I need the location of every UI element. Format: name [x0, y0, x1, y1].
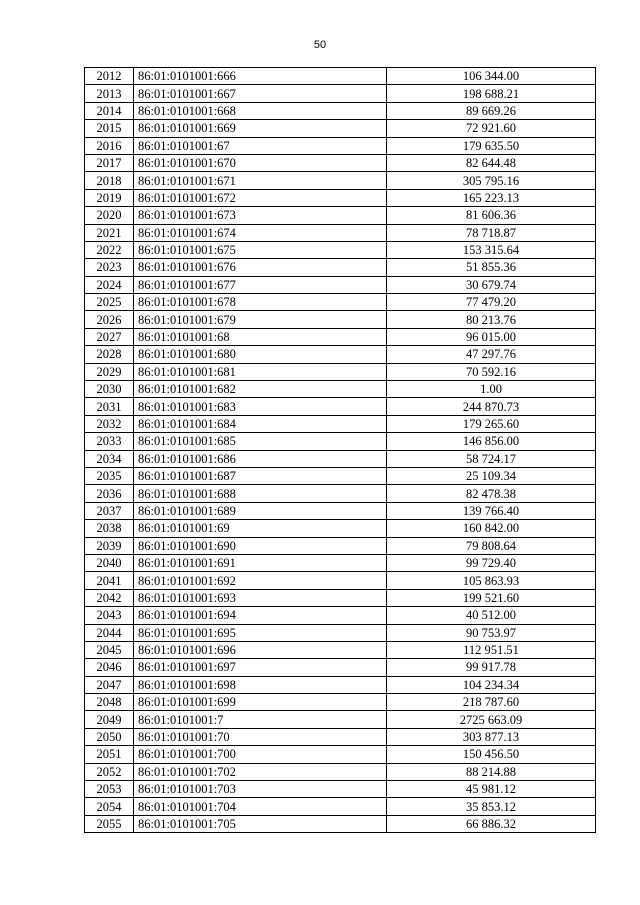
cadastral-number-cell: 86:01:0101001:693 [134, 589, 387, 606]
row-number-cell: 2012 [85, 68, 134, 85]
cadastral-value-cell: 160 842.00 [387, 520, 596, 537]
row-number-cell: 2040 [85, 554, 134, 571]
cadastral-number-cell: 86:01:0101001:7 [134, 711, 387, 728]
row-number-cell: 2030 [85, 381, 134, 398]
table-row [85, 346, 596, 363]
cadastral-number-cell: 86:01:0101001:675 [134, 241, 387, 258]
cadastral-value-cell: 47 297.76 [387, 346, 596, 363]
row-number-cell: 2025 [85, 294, 134, 311]
cadastral-value-cell: 199 521.60 [387, 589, 596, 606]
cadastral-value-cell: 66 886.32 [387, 815, 596, 832]
cadastral-number-cell: 86:01:0101001:697 [134, 659, 387, 676]
cadastral-number-cell: 86:01:0101001:671 [134, 172, 387, 189]
row-number-cell: 2049 [85, 711, 134, 728]
cadastral-value-cell: 198 688.21 [387, 85, 596, 102]
table-row [85, 328, 596, 345]
cadastral-value-cell: 303 877.13 [387, 728, 596, 745]
table-row [85, 641, 596, 658]
row-number-cell: 2043 [85, 607, 134, 624]
cadastral-value-cell: 89 669.26 [387, 102, 596, 119]
cadastral-value-cell: 96 015.00 [387, 328, 596, 345]
cadastral-value-cell: 72 921.60 [387, 120, 596, 137]
row-number-cell: 2014 [85, 102, 134, 119]
cadastral-number-cell: 86:01:0101001:666 [134, 68, 387, 85]
row-number-cell: 2052 [85, 763, 134, 780]
row-number-cell: 2051 [85, 746, 134, 763]
cadastral-value-cell: 90 753.97 [387, 624, 596, 641]
cadastral-value-cell: 82 478.38 [387, 485, 596, 502]
cadastral-value-cell: 150 456.50 [387, 746, 596, 763]
cadastral-number-cell: 86:01:0101001:668 [134, 102, 387, 119]
cadastral-number-cell: 86:01:0101001:680 [134, 346, 387, 363]
cadastral-number-cell: 86:01:0101001:667 [134, 85, 387, 102]
cadastral-value-table [84, 67, 596, 833]
cadastral-number-cell: 86:01:0101001:670 [134, 154, 387, 171]
cadastral-value-cell: 25 109.34 [387, 467, 596, 484]
table-row [85, 398, 596, 415]
cadastral-number-cell: 86:01:0101001:704 [134, 798, 387, 815]
row-number-cell: 2026 [85, 311, 134, 328]
cadastral-number-cell: 86:01:0101001:676 [134, 259, 387, 276]
cadastral-number-cell: 86:01:0101001:688 [134, 485, 387, 502]
cadastral-value-cell: 165 223.13 [387, 189, 596, 206]
row-number-cell: 2019 [85, 189, 134, 206]
cadastral-number-cell: 86:01:0101001:679 [134, 311, 387, 328]
cadastral-number-cell: 86:01:0101001:682 [134, 381, 387, 398]
cadastral-number-cell: 86:01:0101001:684 [134, 415, 387, 432]
table-row [85, 502, 596, 519]
cadastral-number-cell: 86:01:0101001:683 [134, 398, 387, 415]
cadastral-number-cell: 86:01:0101001:677 [134, 276, 387, 293]
row-number-cell: 2047 [85, 676, 134, 693]
row-number-cell: 2032 [85, 415, 134, 432]
cadastral-number-cell: 86:01:0101001:703 [134, 781, 387, 798]
cadastral-value-cell: 112 951.51 [387, 641, 596, 658]
cadastral-number-cell: 86:01:0101001:705 [134, 815, 387, 832]
table-row [85, 120, 596, 137]
cadastral-number-cell: 86:01:0101001:687 [134, 467, 387, 484]
cadastral-number-cell: 86:01:0101001:672 [134, 189, 387, 206]
cadastral-value-cell: 105 863.93 [387, 572, 596, 589]
row-number-cell: 2048 [85, 694, 134, 711]
cadastral-value-cell: 146 856.00 [387, 433, 596, 450]
cadastral-value-cell: 35 853.12 [387, 798, 596, 815]
table-row [85, 85, 596, 102]
table-row [85, 694, 596, 711]
row-number-cell: 2054 [85, 798, 134, 815]
table-row [85, 450, 596, 467]
cadastral-value-cell: 244 870.73 [387, 398, 596, 415]
row-number-cell: 2034 [85, 450, 134, 467]
cadastral-number-cell: 86:01:0101001:678 [134, 294, 387, 311]
cadastral-value-cell: 78 718.87 [387, 224, 596, 241]
cadastral-number-cell: 86:01:0101001:669 [134, 120, 387, 137]
table-row [85, 276, 596, 293]
cadastral-value-cell: 51 855.36 [387, 259, 596, 276]
row-number-cell: 2027 [85, 328, 134, 345]
row-number-cell: 2028 [85, 346, 134, 363]
cadastral-number-cell: 86:01:0101001:681 [134, 363, 387, 380]
table-row [85, 781, 596, 798]
table-row [85, 433, 596, 450]
cadastral-value-cell: 70 592.16 [387, 363, 596, 380]
row-number-cell: 2036 [85, 485, 134, 502]
cadastral-value-cell: 80 213.76 [387, 311, 596, 328]
cadastral-number-cell: 86:01:0101001:674 [134, 224, 387, 241]
cadastral-number-cell: 86:01:0101001:691 [134, 554, 387, 571]
cadastral-number-cell: 86:01:0101001:699 [134, 694, 387, 711]
cadastral-value-cell: 81 606.36 [387, 207, 596, 224]
table-row [85, 711, 596, 728]
row-number-cell: 2017 [85, 154, 134, 171]
row-number-cell: 2013 [85, 85, 134, 102]
table-row [85, 189, 596, 206]
cadastral-value-cell: 104 234.34 [387, 676, 596, 693]
row-number-cell: 2038 [85, 520, 134, 537]
cadastral-number-cell: 86:01:0101001:686 [134, 450, 387, 467]
row-number-cell: 2018 [85, 172, 134, 189]
cadastral-value-cell: 88 214.88 [387, 763, 596, 780]
row-number-cell: 2031 [85, 398, 134, 415]
cadastral-value-cell: 77 479.20 [387, 294, 596, 311]
cadastral-value-cell: 218 787.60 [387, 694, 596, 711]
table-row [85, 537, 596, 554]
cadastral-value-cell: 79 808.64 [387, 537, 596, 554]
row-number-cell: 2033 [85, 433, 134, 450]
cadastral-value-cell: 45 981.12 [387, 781, 596, 798]
table-row [85, 311, 596, 328]
table-row [85, 815, 596, 832]
cadastral-number-cell: 86:01:0101001:673 [134, 207, 387, 224]
table-row [85, 520, 596, 537]
table-row [85, 589, 596, 606]
cadastral-value-cell: 40 512.00 [387, 607, 596, 624]
cadastral-value-cell: 82 644.48 [387, 154, 596, 171]
table-row [85, 415, 596, 432]
row-number-cell: 2015 [85, 120, 134, 137]
row-number-cell: 2046 [85, 659, 134, 676]
cadastral-value-cell: 2725 663.09 [387, 711, 596, 728]
cadastral-number-cell: 86:01:0101001:695 [134, 624, 387, 641]
table-row [85, 554, 596, 571]
cadastral-value-cell: 139 766.40 [387, 502, 596, 519]
row-number-cell: 2029 [85, 363, 134, 380]
cadastral-value-cell: 106 344.00 [387, 68, 596, 85]
cadastral-number-cell: 86:01:0101001:69 [134, 520, 387, 537]
cadastral-value-cell: 153 315.64 [387, 241, 596, 258]
page-number: 50 [313, 39, 327, 51]
row-number-cell: 2044 [85, 624, 134, 641]
table-row [85, 485, 596, 502]
cadastral-number-cell: 86:01:0101001:692 [134, 572, 387, 589]
table-row [85, 607, 596, 624]
table-row [85, 224, 596, 241]
table-row [85, 207, 596, 224]
cadastral-value-cell: 99 917.78 [387, 659, 596, 676]
row-number-cell: 2022 [85, 241, 134, 258]
cadastral-number-cell: 86:01:0101001:70 [134, 728, 387, 745]
row-number-cell: 2020 [85, 207, 134, 224]
cadastral-number-cell: 86:01:0101001:68 [134, 328, 387, 345]
cadastral-number-cell: 86:01:0101001:689 [134, 502, 387, 519]
cadastral-number-cell: 86:01:0101001:700 [134, 746, 387, 763]
cadastral-number-cell: 86:01:0101001:67 [134, 137, 387, 154]
row-number-cell: 2016 [85, 137, 134, 154]
cadastral-value-cell: 305 795.16 [387, 172, 596, 189]
row-number-cell: 2023 [85, 259, 134, 276]
cadastral-value-cell: 99 729.40 [387, 554, 596, 571]
row-number-cell: 2035 [85, 467, 134, 484]
table-row [85, 294, 596, 311]
table-row [85, 728, 596, 745]
cadastral-number-cell: 86:01:0101001:685 [134, 433, 387, 450]
cadastral-number-cell: 86:01:0101001:694 [134, 607, 387, 624]
row-number-cell: 2041 [85, 572, 134, 589]
table-row [85, 659, 596, 676]
cadastral-number-cell: 86:01:0101001:702 [134, 763, 387, 780]
table-row [85, 68, 596, 85]
table-row [85, 572, 596, 589]
cadastral-number-cell: 86:01:0101001:690 [134, 537, 387, 554]
table-body [85, 68, 596, 833]
row-number-cell: 2055 [85, 815, 134, 832]
table-row [85, 624, 596, 641]
cadastral-value-cell: 1.00 [387, 381, 596, 398]
table-row [85, 241, 596, 258]
row-number-cell: 2045 [85, 641, 134, 658]
row-number-cell: 2050 [85, 728, 134, 745]
table-row [85, 763, 596, 780]
row-number-cell: 2039 [85, 537, 134, 554]
row-number-cell: 2024 [85, 276, 134, 293]
cadastral-value-cell: 30 679.74 [387, 276, 596, 293]
table-row [85, 798, 596, 815]
table-row [85, 676, 596, 693]
cadastral-number-cell: 86:01:0101001:696 [134, 641, 387, 658]
row-number-cell: 2053 [85, 781, 134, 798]
table-row [85, 467, 596, 484]
table-row [85, 137, 596, 154]
cadastral-value-cell: 58 724.17 [387, 450, 596, 467]
table-row [85, 259, 596, 276]
row-number-cell: 2021 [85, 224, 134, 241]
table-row [85, 102, 596, 119]
row-number-cell: 2042 [85, 589, 134, 606]
table-row [85, 381, 596, 398]
cadastral-number-cell: 86:01:0101001:698 [134, 676, 387, 693]
table-row [85, 746, 596, 763]
table-row [85, 363, 596, 380]
row-number-cell: 2037 [85, 502, 134, 519]
table-row [85, 172, 596, 189]
cadastral-value-cell: 179 635.50 [387, 137, 596, 154]
table-row [85, 154, 596, 171]
cadastral-value-cell: 179 265.60 [387, 415, 596, 432]
